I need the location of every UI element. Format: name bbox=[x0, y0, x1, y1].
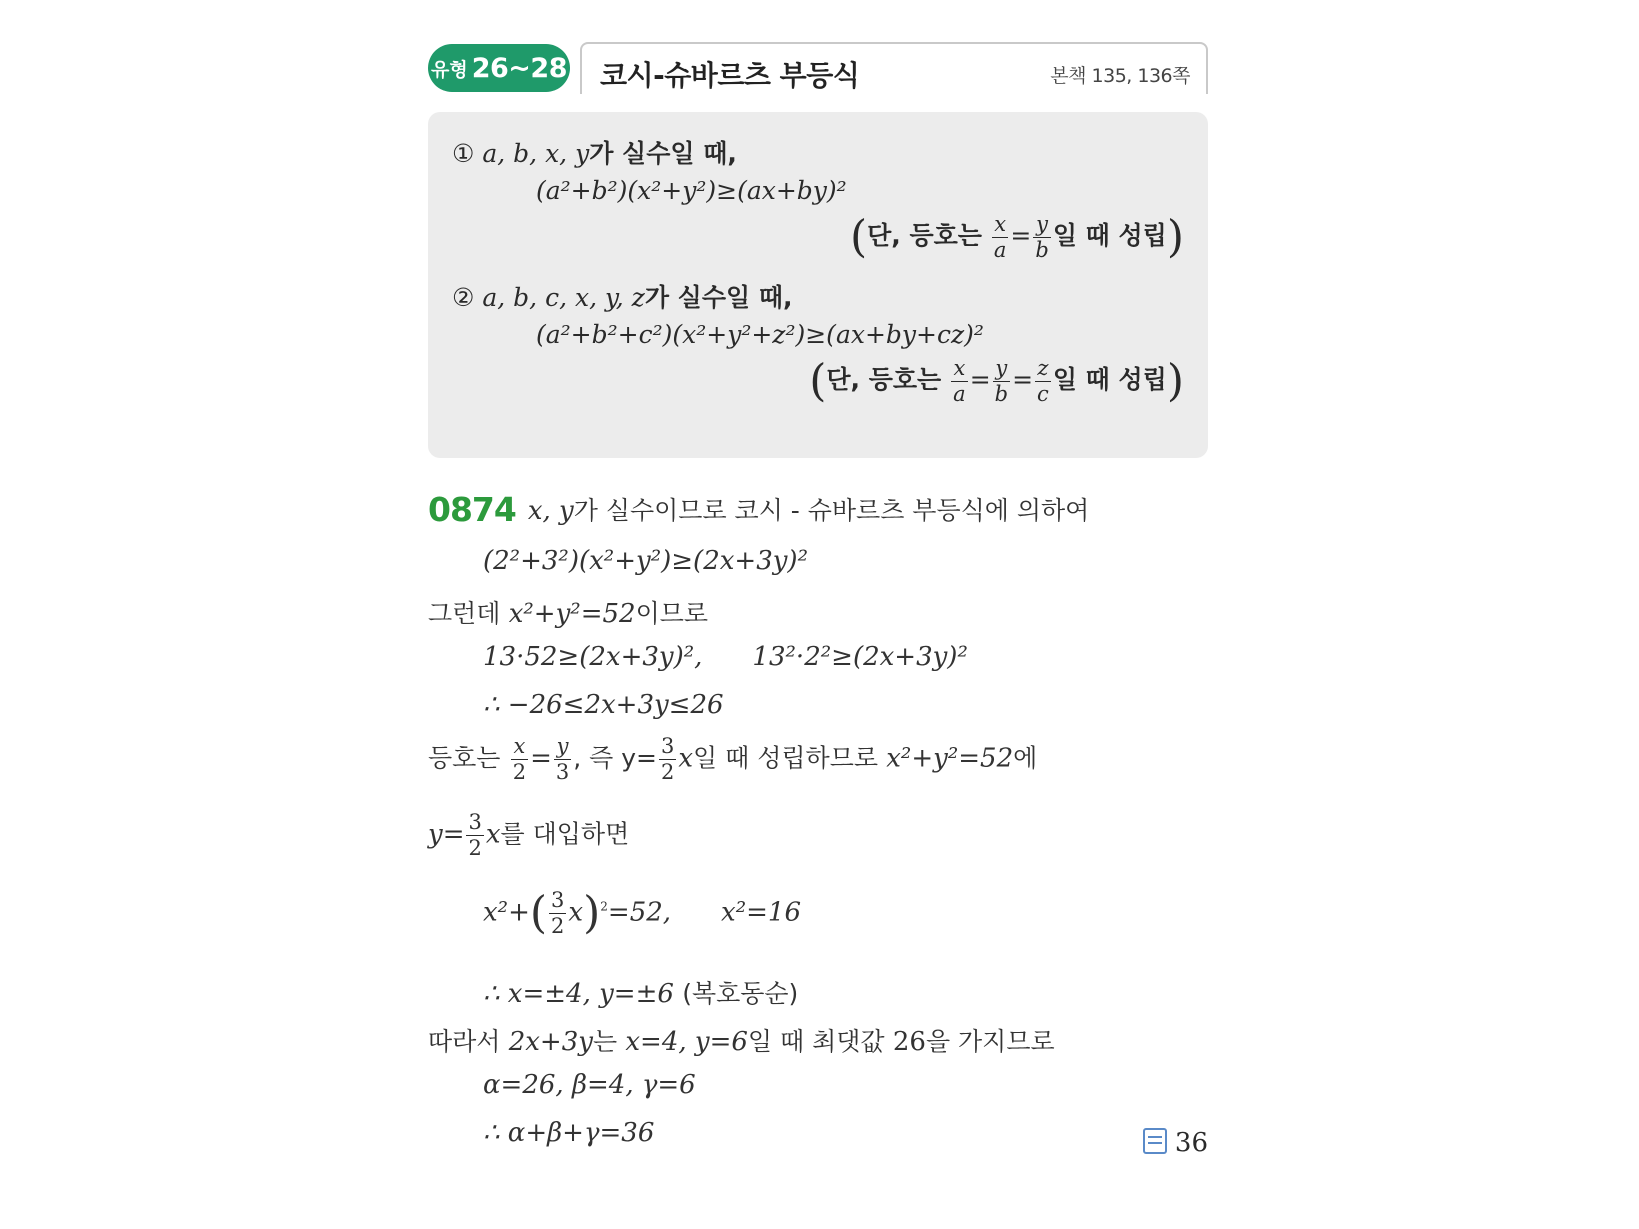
item-marker: ② bbox=[452, 283, 475, 312]
text: 이므로 bbox=[635, 599, 709, 628]
fraction-x-over-a bbox=[951, 358, 968, 405]
fraction-y-over-b bbox=[993, 358, 1010, 405]
math: (2²+3²)(x²+y²)≥(2x+3y)² bbox=[483, 546, 808, 576]
item-text: 가 실수일 때, bbox=[589, 139, 737, 168]
text: 그런데 bbox=[428, 599, 501, 628]
text: 일 때 최댓값 bbox=[747, 1027, 885, 1056]
math: x²+y²=52 bbox=[508, 599, 636, 629]
solution-line-6: 등호는 $\frac{x}{2}$ = $\frac{y}{3}$ , 즉 y= $\frac{3}{2}$ x일 때 성립하므로 x²+y²=52에 bbox=[428, 734, 1038, 784]
math: 13·52≥(2x+3y)², bbox=[483, 642, 703, 672]
frac-num: y bbox=[995, 356, 1008, 380]
solution-line-11 bbox=[483, 1070, 696, 1100]
solution-line-8 bbox=[483, 887, 802, 939]
frac-num: x bbox=[994, 212, 1007, 236]
theorem-condition-1: (단, 등호는 $\frac{x}{a}$ = $\frac{y}{b}$ 일 때 성립) bbox=[849, 211, 1184, 263]
fraction-z-over-c bbox=[1035, 358, 1051, 405]
fraction-x-over-a bbox=[992, 214, 1009, 261]
math: 2x+3y bbox=[508, 1027, 593, 1057]
text: 을 가지므로 bbox=[925, 1027, 1055, 1056]
text: 따라서 bbox=[428, 1027, 501, 1056]
math: α=26, β=4, γ=6 bbox=[483, 1070, 696, 1100]
frac-den: 3 bbox=[555, 760, 570, 784]
vars: x, y bbox=[527, 496, 574, 526]
theorem-item-2 bbox=[452, 278, 792, 314]
math: 13²·2²≥(2x+3y)² bbox=[752, 642, 968, 672]
fraction-3-over-2 bbox=[549, 890, 566, 937]
open-paren: ( bbox=[809, 355, 827, 407]
math: 26 bbox=[892, 1027, 926, 1057]
close-paren: ) bbox=[583, 887, 601, 939]
solution-line-12 bbox=[483, 1118, 654, 1148]
item-text: 가 실수일 때, bbox=[644, 283, 793, 312]
theorem-inequality-2 bbox=[536, 320, 984, 349]
answer-value: 36 bbox=[1174, 1128, 1208, 1158]
math: x²=16 bbox=[721, 897, 802, 928]
fraction-3-over-2 bbox=[466, 812, 483, 859]
frac-num: 3 bbox=[468, 810, 482, 834]
frac-num: 3 bbox=[551, 888, 565, 912]
condition-suffix: 일 때 성립 bbox=[1052, 365, 1167, 394]
frac-num: y bbox=[556, 734, 569, 758]
math: x²+ bbox=[483, 897, 530, 928]
math: ∴ α+β+γ=36 bbox=[483, 1118, 655, 1148]
theorem-condition-2: (단, 등호는 $\frac{x}{a}$ = $\frac{y}{b}$ = $\frac{z}{c}$ 일 때 성립) bbox=[809, 355, 1184, 407]
frac-den: 2 bbox=[661, 760, 675, 784]
fraction-y-over-b bbox=[1033, 214, 1050, 261]
text: (복호동순) bbox=[682, 979, 799, 1008]
math: =52, bbox=[607, 897, 672, 928]
solution-line-5 bbox=[483, 690, 724, 720]
frac-num: 3 bbox=[661, 734, 675, 758]
close-paren: ) bbox=[1166, 211, 1184, 263]
badge-range: 26~28 bbox=[471, 52, 567, 84]
solution-line-3 bbox=[428, 594, 708, 630]
math: x bbox=[568, 897, 584, 928]
frac-den: 2 bbox=[551, 914, 565, 938]
solution-line-10 bbox=[428, 1022, 1055, 1058]
fraction-x-over-2 bbox=[511, 736, 528, 783]
fraction-y-over-3 bbox=[554, 736, 571, 783]
answer bbox=[1143, 1128, 1208, 1158]
math: x bbox=[678, 743, 694, 774]
item-marker: ① bbox=[452, 139, 475, 168]
frac-num: y bbox=[1036, 212, 1049, 236]
page-reference: 본책 135, 136쪽 bbox=[1050, 65, 1190, 87]
solution-line-9 bbox=[483, 974, 798, 1010]
inequality-text: (a²+b²+c²)(x²+y²+z²)≥(ax+by+cz)² bbox=[536, 320, 984, 349]
frac-num: x bbox=[953, 356, 966, 380]
condition-prefix: 단, 등호는 bbox=[867, 221, 982, 250]
math: y= bbox=[428, 819, 465, 850]
solution-line-4 bbox=[483, 642, 968, 672]
page bbox=[428, 40, 1208, 1158]
exponent: 2 bbox=[600, 899, 608, 914]
text: 는 bbox=[592, 1027, 618, 1056]
text: 에 bbox=[1013, 743, 1038, 773]
item-vars: a, b, c, x, y, z bbox=[482, 283, 645, 312]
frac-num: x bbox=[513, 734, 526, 758]
math: ∴ −26≤2x+3y≤26 bbox=[483, 690, 724, 720]
math: ∴ x=±4, y=±6 bbox=[483, 979, 674, 1009]
answer-icon bbox=[1143, 1128, 1167, 1154]
text: 일 때 성립하므로 bbox=[693, 743, 878, 773]
section-header bbox=[428, 40, 1208, 96]
frac-den: a bbox=[993, 238, 1007, 262]
text: , 즉 y= bbox=[573, 743, 657, 773]
theorem-inequality-1 bbox=[536, 176, 847, 205]
theorem-item-1 bbox=[452, 134, 737, 170]
solution-line-7 bbox=[428, 812, 629, 859]
type-badge bbox=[428, 44, 570, 92]
frac-den: c bbox=[1037, 382, 1049, 406]
math: x bbox=[485, 819, 501, 850]
title-box bbox=[580, 42, 1208, 94]
item-vars: a, b, x, y bbox=[482, 139, 590, 168]
frac-den: a bbox=[953, 382, 966, 406]
text: 를 대입하면 bbox=[500, 819, 630, 849]
frac-den: 2 bbox=[512, 760, 527, 784]
text: 등호는 bbox=[428, 743, 501, 773]
condition-suffix: 일 때 성립 bbox=[1052, 221, 1167, 250]
solution-line-2 bbox=[483, 546, 808, 576]
fraction-3-over-2 bbox=[659, 736, 676, 783]
inequality-text: (a²+b²)(x²+y²)≥(ax+by)² bbox=[536, 176, 847, 205]
solution bbox=[428, 490, 1208, 1190]
open-paren: ( bbox=[849, 211, 868, 263]
math: x²+y²=52 bbox=[886, 743, 1014, 774]
math: x=4, y=6 bbox=[625, 1027, 748, 1057]
frac-num: z bbox=[1037, 356, 1049, 380]
text: 가 실수이므로 코시 - 슈바르츠 부등식에 의하여 bbox=[573, 496, 1090, 525]
problem-number: 0874 bbox=[428, 490, 516, 529]
close-paren: ) bbox=[1166, 355, 1184, 407]
condition-prefix: 단, 등호는 bbox=[826, 365, 942, 394]
theorem-box bbox=[428, 112, 1208, 458]
open-paren: ( bbox=[529, 887, 548, 939]
frac-den: b bbox=[994, 382, 1009, 406]
frac-den: b bbox=[1035, 238, 1049, 262]
solution-line-1 bbox=[428, 490, 1089, 529]
frac-den: 2 bbox=[468, 836, 482, 860]
section-title: 코시-슈바르츠 부등식 bbox=[600, 59, 860, 92]
badge-prefix: 유형 bbox=[431, 58, 468, 81]
